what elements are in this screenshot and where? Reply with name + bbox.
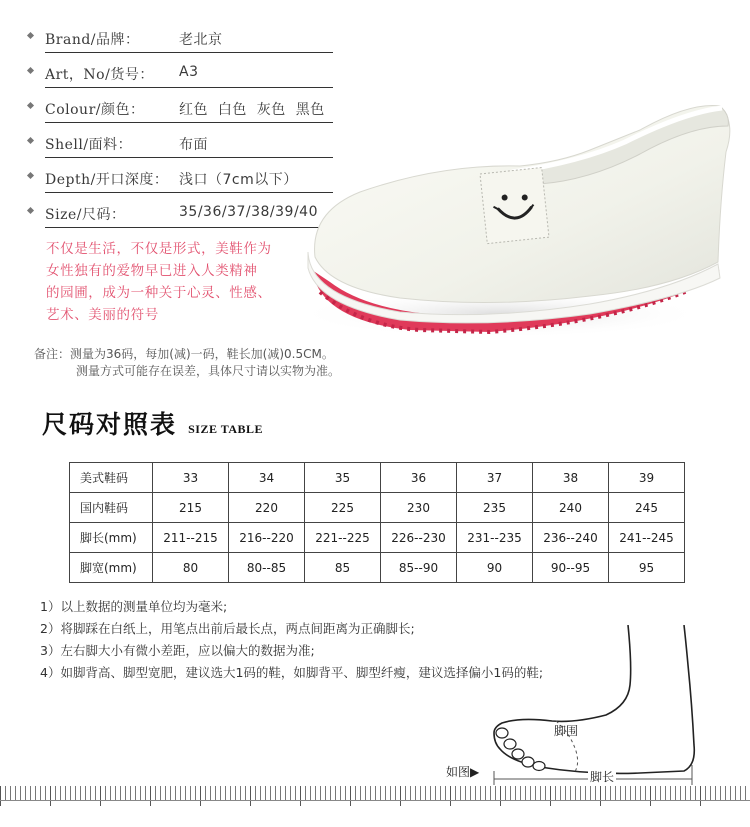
size-table-heading (42, 405, 263, 441)
table-cell: 38 (533, 463, 609, 493)
table-cell: 37 (457, 463, 533, 493)
table-cell: 236--240 (533, 523, 609, 553)
size-table-subtitle: SIZE TABLE (188, 422, 264, 436)
table-cell: 216--220 (229, 523, 305, 553)
row-header: 国内鞋码 (70, 493, 153, 523)
table-cell: 221--225 (305, 523, 381, 553)
table-cell: 36 (381, 463, 457, 493)
table-cell: 85--90 (381, 553, 457, 583)
table-cell: 211--215 (153, 523, 229, 553)
spec-row-shell (28, 129, 333, 159)
row-header: 美式鞋码 (70, 463, 153, 493)
table-cell: 225 (305, 493, 381, 523)
spec-key: Art，No/货号： (45, 67, 154, 83)
table-cell: 231--235 (457, 523, 533, 553)
spec-key: Shell/面料： (45, 137, 133, 153)
row-header: 脚宽(mm) (70, 553, 153, 583)
slogan-line: 女性独有的爱物早已进入人类精神 (46, 263, 258, 279)
bullet-icon (27, 207, 34, 214)
table-cell: 90--95 (533, 553, 609, 583)
spec-value: 红色 白色 灰色 黑色 (179, 102, 325, 118)
girth-label: 脚围 (554, 724, 579, 738)
spec-row-art-no (28, 59, 333, 89)
spec-key: Brand/品牌： (45, 32, 140, 48)
spec-key: Colour/颜色： (45, 102, 145, 118)
table-cell: 240 (533, 493, 609, 523)
as-shown-text: 如图 (446, 765, 471, 779)
table-cell: 226--230 (381, 523, 457, 553)
step-item: 2）将脚踩在白纸上，用笔点出前后最长点，两点间距离为正确脚长; (40, 621, 415, 636)
spec-value: 浅口（7cm以下） (179, 172, 298, 188)
shoe-image (290, 92, 750, 352)
size-table-title: 尺码对照表 (42, 410, 178, 439)
table-cell: 95 (609, 553, 685, 583)
slogan-line: 艺术、美丽的符号 (46, 307, 159, 323)
table-row (70, 523, 685, 553)
bullet-icon (27, 137, 34, 144)
table-cell: 34 (229, 463, 305, 493)
slogan-line: 的园圃，成为一种关于心灵、性感、 (46, 285, 272, 301)
ruler-major-ticks (0, 786, 750, 806)
table-cell: 245 (609, 493, 685, 523)
spec-value: 35/36/37/38/39/40 (179, 204, 318, 220)
table-cell: 230 (381, 493, 457, 523)
bullet-icon (27, 102, 34, 109)
table-cell: 35 (305, 463, 381, 493)
divider (45, 87, 333, 88)
bullet-icon (27, 172, 34, 179)
foot-diagram (480, 625, 720, 785)
table-cell: 80 (153, 553, 229, 583)
divider (45, 52, 333, 53)
step-item: 1）以上数据的测量单位均为毫米; (40, 599, 228, 614)
bullet-icon (27, 32, 34, 39)
spec-row-depth (28, 164, 333, 194)
spec-key: Depth/开口深度： (45, 172, 169, 188)
note-line: 备注：测量为36码，每加(减)一码，鞋长加(减)0.5CM。 (34, 347, 334, 361)
slogan-line: 不仅是生活，不仅是形式，美鞋作为 (46, 241, 272, 257)
spec-row-colour (28, 94, 333, 124)
table-row (70, 493, 685, 523)
ruler-baseline (0, 800, 750, 801)
table-cell: 90 (457, 553, 533, 583)
spec-value: A3 (179, 64, 199, 80)
length-label: 脚长 (590, 770, 615, 784)
table-cell: 33 (153, 463, 229, 493)
measurement-steps (40, 596, 543, 684)
step-item: 4）如脚背高、脚型宽肥，建议选大1码的鞋，如脚背平、脚型纤瘦，建议选择偏小1码的鞋; (40, 665, 544, 680)
spec-row-size (28, 199, 333, 229)
table-row (70, 463, 685, 493)
table-cell: 39 (609, 463, 685, 493)
triangle-right-icon: ▶ (470, 765, 480, 779)
spec-value: 老北京 (179, 32, 223, 48)
slogan (46, 238, 272, 326)
table-cell: 235 (457, 493, 533, 523)
table-cell: 220 (229, 493, 305, 523)
bullet-icon (27, 67, 34, 74)
table-cell: 215 (153, 493, 229, 523)
step-item: 3）左右脚大小有微小差距，应以偏大的数据为准; (40, 643, 315, 658)
table-row (70, 553, 685, 583)
table-cell: 241--245 (609, 523, 685, 553)
spec-key: Size/尺码： (45, 207, 126, 223)
measurement-note (34, 346, 340, 380)
spec-row-brand (28, 24, 333, 54)
note-line: 测量方式可能存在误差，具体尺寸请以实物为准。 (76, 364, 341, 378)
size-table (69, 462, 685, 583)
table-cell: 85 (305, 553, 381, 583)
table-cell: 80--85 (229, 553, 305, 583)
row-header: 脚长(mm) (70, 523, 153, 553)
as-shown-label (446, 763, 479, 780)
spec-value: 布面 (179, 137, 208, 153)
